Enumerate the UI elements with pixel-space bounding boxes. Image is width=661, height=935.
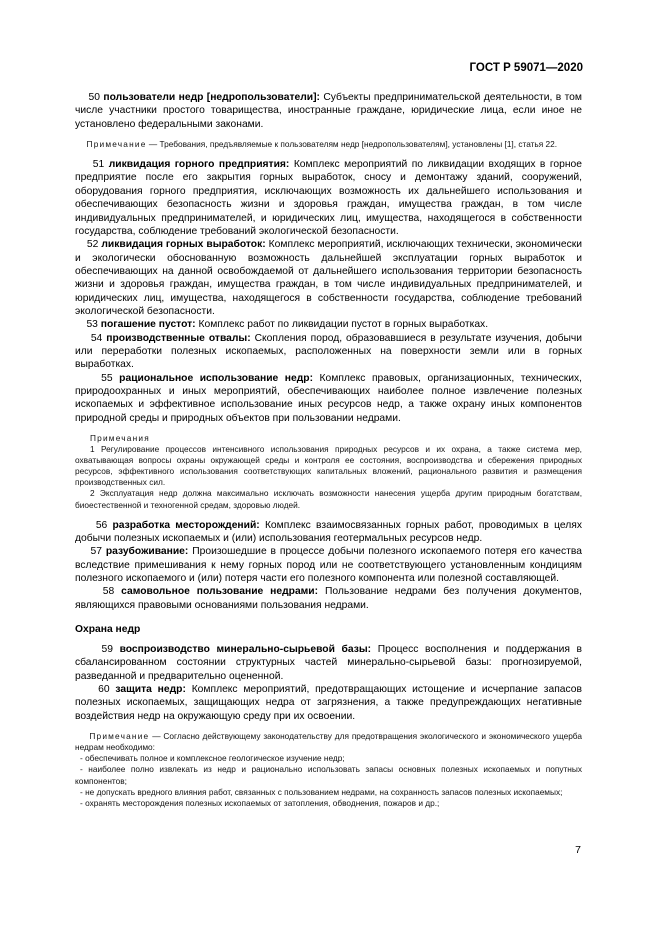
term-entry-51: 51 ликвидация горного предприятия: Комплекс мероприятий по ликвидации входящих в горное предприятие после его закрытия горных выработок, сносу и демонтажу зданий, сооружений, оборудования горного предприятия, исключающих возможность их дальнейшего использования и обеспечивающих безопасность жизни и здоровья граждан, имущества граждан, в том числе индивидуальных предпринимателей, и юридических лиц, имущества, находящегося в собственности государства, соблюдение требований экологической безопасности.: [75, 159, 582, 237]
term-entry-59: 59 воспроизводство минерально-сырьевой базы: Процесс восполнения и поддержания в сбалансированном состоянии структурных частей минерально-сырьевой базы: прогнозируемой, разведанной и предварительно оцененной.: [75, 644, 582, 682]
document-body: [75, 91, 582, 809]
document-header: ГОСТ Р 59071—2020: [469, 62, 583, 74]
term-entry-55: 55 рациональное использование недр: Комплекс правовых, организационных, технических, природоохранных и иных мероприятий, обеспечивающих наиболее полное извлечение полезных ископаемых и эффективное использование иных ресурсов недр, а также охрану иных компонентов природной среды и природных объектов при пользовании недрами.: [75, 372, 582, 424]
note-60-bullet: - наиболее полно извлекать из недр и рационально использовать запасы основных полезных ископаемых и попутных компонентов;: [75, 764, 582, 786]
term-entry-52: 52 ликвидация горных выработок: Комплекс мероприятий, исключающих технически, экономически и экологически обоснованную возможность дальнейшей эксплуатации горных выработок и обеспечивающих на данной освобождаемой от дальнейшего использования территории безопасность жизни и здоровья граждан, имущества граждан, в том числе индивидуальных предпринимателей, и юридических лиц, имущества, находящегося в собственности государства, соблюдение требований экологической безопасности.: [75, 239, 582, 317]
term-entry-60: 60 защита недр: Комплекс мероприятий, предотвращающих истощение и исчерпание запасов полезных ископаемых, защищающих недра от загрязнения, а также предупреждающих негативные воздействия недр на окружающую среду при их освоении.: [75, 684, 582, 722]
term-entry-54: 54 производственные отвалы: Скопления пород, образовавшиеся в результате изучения, добычи или переработки полезных ископаемых, расположенных на поверхности земли или в горных выработках.: [75, 332, 582, 371]
note-60: Примечание — Согласно действующему законодательству для предотвращения экологического и экономического ущерба недрам необходимо:: [75, 731, 582, 753]
note-60-bullet: - не допускать вредного влияния работ, связанных с пользованием недрами, на сохранность запасов полезных ископаемых;: [80, 786, 563, 797]
term-entry-56: 56 разработка месторождений: Комплекс взаимосвязанных горных работ, проводимых в целях добычи полезных ископаемых и (или) использования геотермальных ресурсов недр.: [75, 519, 582, 544]
note-60-bullet: - обеспечивать полное и комплексное геологическое изучение недр;: [80, 753, 345, 764]
note-60-bullet: - охранять месторождения полезных ископаемых от затопления, обводнения, пожаров и др.;: [80, 797, 440, 808]
term-entry-58: 58 самовольное пользование недрами: Пользование недрами без получения документов, являющихся правовыми основаниями пользования недрами.: [75, 586, 582, 611]
term-entry-57: 57 разубоживание: Произошедшие в процессе добычи полезного ископаемого потеря его качества вследствие примешивания к нему горных пород или не соответствующего установленным кондициям полезного ископаемого и (или) потеря части его полезного компонента или полезной составляющей.: [75, 546, 582, 585]
term-entry-50: 50 пользователи недр [недропользователи]: Субъекты предпринимательской деятельности, в том числе участники простого товарищества, иностранные граждане, юридические лица, если иное не установлено федеральными законами.: [75, 92, 582, 130]
term-entry-53: 53 погашение пустот: Комплекс работ по ликвидации пустот в горных выработках.: [86, 319, 489, 331]
note-55-2: 2 Эксплуатация недр должна максимально исключать возможности нанесения ущерба другим природным богатствам, биоестественной и техногенной средам, здоровью людей.: [75, 488, 582, 510]
note-55-1: 1 Регулирование процессов интенсивного использования природных ресурсов и их охрана, а также система мер, охватывающая вопросы охраны окружающей среды и контроля ее состояния, воспроизводства и сбережения природных ресурсов, эффективного использования соответствующих капитальных вложений, рационального развития и размещения производственных сил.: [75, 444, 582, 488]
note-50: Примечание — Требования, предъявляемые к пользователям недр [недропользователям], установлены [1], статья 22.: [86, 139, 558, 150]
section-heading: Охрана недр: [75, 624, 141, 636]
notes-55-label: Примечания: [90, 433, 150, 443]
page-number: 7: [575, 844, 581, 856]
